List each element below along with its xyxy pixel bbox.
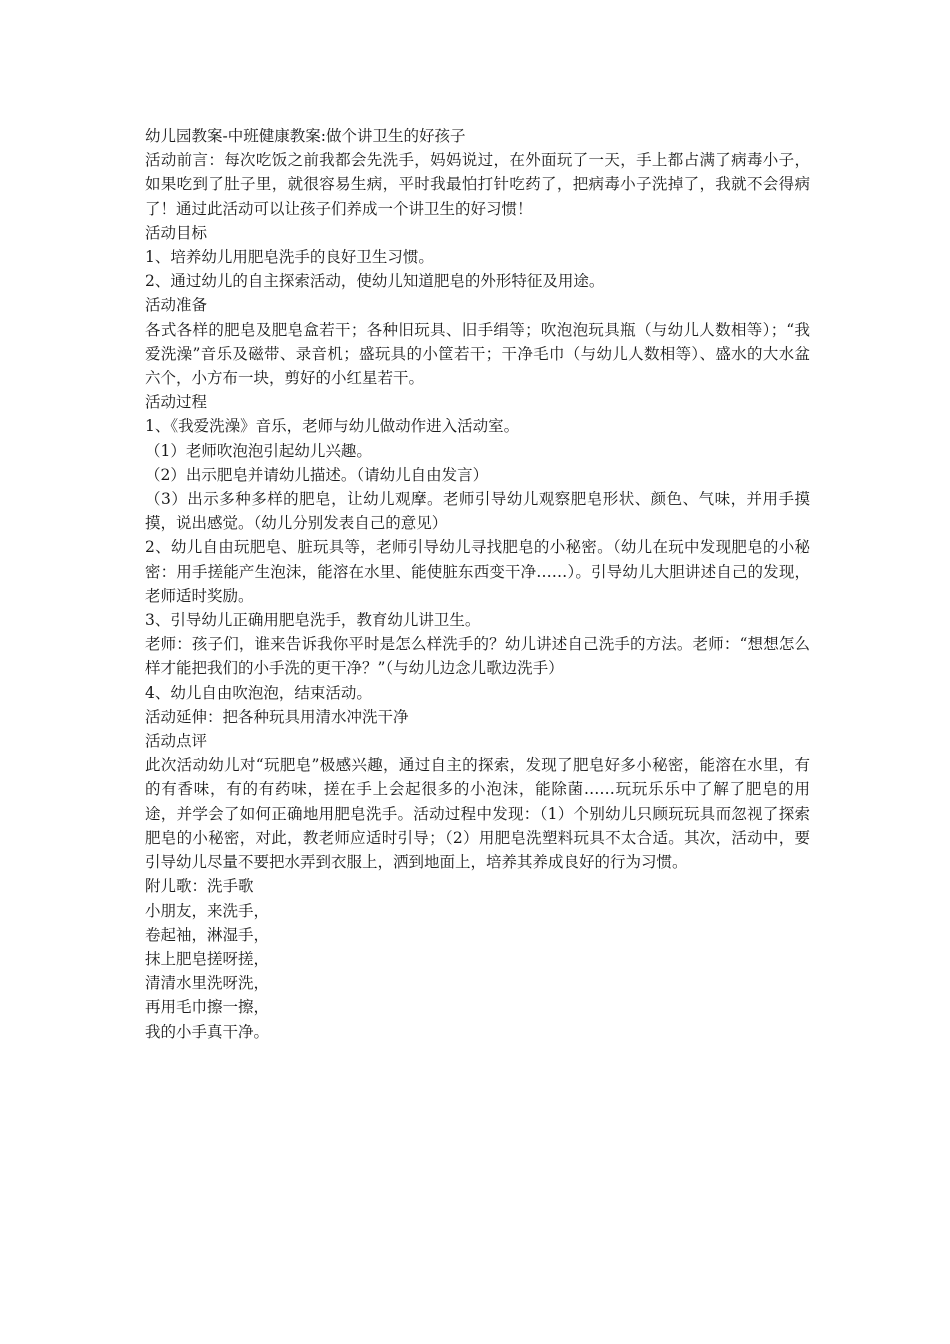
process-step-1-2: （2）出示肥皂并请幼儿描述。（请幼儿自由发言） xyxy=(145,465,489,484)
process-step-4: 4、幼儿自由吹泡泡，结束活动。 xyxy=(145,683,372,702)
process-step-1-1: （1）老师吹泡泡引起幼儿兴趣。 xyxy=(145,441,372,460)
preface-paragraph: 活动前言：每次吃饭之前我都会先洗手，妈妈说过，在外面玩了一天，手上都占满了病毒小子，如果吃到了肚子里，就很容易生病，平时我最怕打针吃药了，把病毒小子洗掉了，我就不会得病了！通过此活动可以让孩子们养成一个讲卫生的好习惯！ xyxy=(145,151,810,218)
song-line: 小朋友，来洗手， xyxy=(145,901,270,920)
song-line: 再用毛巾擦一擦， xyxy=(145,998,270,1017)
process-step-2: 2、幼儿自由玩肥皂、脏玩具等，老师引导幼儿寻找肥皂的小秘密。（幼儿在玩中发现肥皂的小秘密：用手搓能产生泡沫，能溶在水里、能使脏东西变干净……）。引导幼儿大胆讲述自己的发现，老师适时奖励。 xyxy=(145,538,810,605)
song-line: 卷起袖，淋湿手， xyxy=(145,925,270,944)
song-line: 抹上肥皂搓呀搓， xyxy=(145,949,270,968)
teacher-dialogue: 老师：孩子们，谁来告诉我你平时是怎么样洗手的？幼儿讲述自己洗手的方法。老师：“想想怎么样才能把我们的小手洗的更干净？”（与幼儿边念儿歌边洗手） xyxy=(145,635,810,678)
process-step-1-3: （3）出示多种多样的肥皂，让幼儿观摩。老师引导幼儿观察肥皂形状、颜色、气味，并用手摸摸，说出感觉。（幼儿分别发表自己的意见） xyxy=(145,490,810,533)
song-heading: 附儿歌：洗手歌 xyxy=(145,877,254,896)
goal-item-1: 1、培养幼儿用肥皂洗手的良好卫生习惯。 xyxy=(145,248,434,267)
goals-heading: 活动目标 xyxy=(145,223,208,242)
document-body xyxy=(145,124,810,1044)
extension-line: 活动延伸：把各种玩具用清水冲洗干净 xyxy=(145,707,409,726)
process-step-3: 3、引导幼儿正确用肥皂洗手，教育幼儿讲卫生。 xyxy=(145,611,481,630)
song-line: 我的小手真干净。 xyxy=(145,1022,270,1041)
review-heading: 活动点评 xyxy=(145,732,208,751)
process-heading: 活动过程 xyxy=(145,393,208,412)
goal-item-2: 2、通过幼儿的自主探索活动，使幼儿知道肥皂的外形特征及用途。 xyxy=(145,272,605,291)
process-step-1: 1、《我爱洗澡》音乐，老师与幼儿做动作进入活动室。 xyxy=(145,417,520,436)
prep-heading: 活动准备 xyxy=(145,296,208,315)
document-title: 幼儿园教案-中班健康教案:做个讲卫生的好孩子 xyxy=(145,127,466,145)
review-paragraph: 此次活动幼儿对“玩肥皂”极感兴趣，通过自主的探索，发现了肥皂好多小秘密，能溶在水里，有的有香味，有的有药味，搓在手上会起很多的小泡沫，能除菌……玩玩乐乐中了解了肥皂的用途，并学会了如何正确地用肥皂洗手。活动过程中发现：（1）个别幼儿只顾玩玩具而忽视了探索肥皂的小秘密，对此，教老师应适时引导；（2）用肥皂洗塑料玩具不太合适。其次，活动中，要引导幼儿尽量不要把水弄到衣服上，洒到地面上，培养其养成良好的行为习惯。 xyxy=(145,756,810,872)
song-line: 清清水里洗呀洗， xyxy=(145,974,270,993)
prep-paragraph: 各式各样的肥皂及肥皂盒若干；各种旧玩具、旧手绢等；吹泡泡玩具瓶（与幼儿人数相等）；“我爱洗澡”音乐及磁带、录音机；盛玩具的小筐若干；干净毛巾（与幼儿人数相等）、盛水的大水盆六个，小方布一块，剪好的小红星若干。 xyxy=(145,320,810,388)
